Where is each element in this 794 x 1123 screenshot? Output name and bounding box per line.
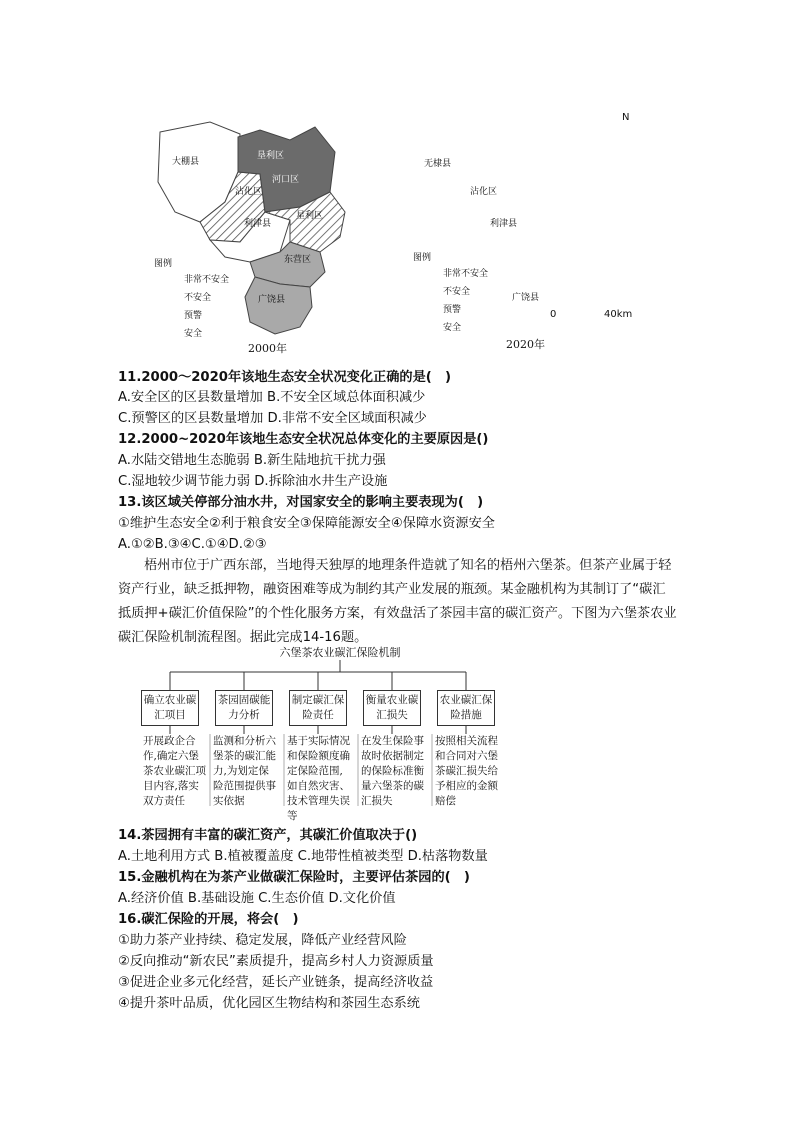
- map2020-label: 东营区: [538, 255, 566, 265]
- flowchart-box: 确立农业碳汇项目: [141, 690, 199, 726]
- map2020-label: 广饶县: [512, 293, 540, 303]
- flowchart-desc: 监测和分析六堡茶的碳汇能力,为划定保险范围提供事实依据: [213, 735, 276, 807]
- q12-options-ab: A.水陆交错地生态脆弱 B.新生陆地抗干扰力强: [118, 453, 386, 468]
- map2020-label: 河口区: [510, 171, 538, 181]
- map2000-label: 星利区: [296, 211, 324, 221]
- map2000-label: 垦利区: [257, 151, 285, 161]
- flowchart-box: 茶园固碳能力分析: [215, 690, 273, 726]
- passage: [118, 554, 678, 650]
- flowchart-desc: 基于实际情况和保险额度确定保险范围,如自然灾害、技术管理失误等: [287, 735, 350, 822]
- flowchart-box: 衡量农业碳汇损失: [363, 690, 421, 726]
- year-label-2020: 2020年: [506, 338, 545, 351]
- map2020-label: 利津县: [490, 219, 518, 229]
- map2000-label: 东营区: [284, 255, 312, 265]
- map2020-label: 沾化区: [470, 187, 498, 197]
- q11-stem: 11.2000～2020年该地生态安全状况变化正确的是( ): [118, 370, 452, 385]
- flowchart-box: 农业碳汇保险措施: [437, 690, 495, 726]
- q13-options: A.①②B.③④C.①④D.②③: [118, 537, 267, 552]
- map2000-label: 利津县: [244, 219, 272, 229]
- q16-statement: ③促进企业多元化经营，延长产业链条，提高经济收益: [118, 975, 434, 990]
- legend-item: 不安全: [443, 287, 471, 297]
- q11-options-ab: A.安全区的区县数量增加 B.不安全区域总体面积减少: [118, 390, 426, 405]
- map2000-label: 河口区: [272, 175, 300, 185]
- passage-text: 梧州市位于广西东部，当地得天独厚的地理条件造就了知名的梧州六堡茶。但茶产业属于轻资产行业，缺乏抵押物，融资困难等成为制约其产业发展的瓶颈。某金融机构为其制订了“碳汇抵质押+碳汇价值保险”的个性化服务方案，有效盘活了茶园丰富的碳汇资产。下图为六堡茶农业碳汇保险机制流程图。据此完成14-16题。: [118, 558, 677, 645]
- q16-statement: ②反向推动“新农民”素质提升，提高乡村人力资源质量: [118, 954, 434, 969]
- q15-options: A.经济价值 B.基础设施 C.生态价值 D.文化价值: [118, 891, 396, 906]
- legend-item: 非常不安全: [184, 275, 230, 285]
- flowchart-desc: 按照相关流程和合同对六堡茶碳汇损失给予相应的金额赔偿: [435, 735, 498, 807]
- q14-stem: 14.茶园拥有丰富的碳汇资产，其碳汇价值取决于(): [118, 828, 418, 843]
- map2000-label: 沾化区: [235, 187, 263, 197]
- flowchart-desc: 在发生保险事故时依据制定的保险标准衡量六堡茶的碳汇损失: [361, 735, 424, 807]
- ecology-maps-figure: [140, 112, 660, 352]
- map2020-label: 无棣县: [424, 159, 452, 169]
- map2000-label: 大棚县: [172, 157, 200, 167]
- q16-statement: ④提升茶叶品质，优化园区生物结构和茶园生态系统: [118, 996, 420, 1011]
- flowchart-title: 六堡茶农业碳汇保险机制: [279, 646, 401, 659]
- q15-stem: 15.金融机构在为茶产业做碳汇保险时，主要评估茶园的( ): [118, 870, 470, 885]
- map2020-label: 垦利区: [553, 211, 581, 221]
- legend-title: 图例: [154, 259, 173, 269]
- scale-start: 0: [550, 309, 557, 320]
- year-label-2000: 2000年: [248, 342, 287, 355]
- north-label: N: [622, 112, 630, 123]
- q16-stem: 16.碳汇保险的开展，将会( ): [118, 912, 299, 927]
- legend-item: 非常不安全: [443, 269, 489, 279]
- scale-end: 40km: [604, 309, 633, 320]
- q12-stem: 12.2000~2020年该地生态安全状况总体变化的主要原因是(): [118, 432, 489, 447]
- legend-item: 安全: [184, 329, 203, 339]
- q14-options: A.土地利用方式 B.植被覆盖度 C.地带性植被类型 D.枯落物数量: [118, 849, 488, 864]
- legend-item: 预警: [443, 305, 462, 315]
- flowchart-connectors: [140, 656, 510, 692]
- legend-item: 预警: [184, 311, 203, 321]
- map2000-label: 广饶县: [258, 295, 286, 305]
- legend-item: 安全: [443, 323, 462, 333]
- q13-statements: ①维护生态安全②利于粮食安全③保障能源安全④保障水资源安全: [118, 516, 495, 531]
- q12-options-cd: C.湿地较少调节能力弱 D.拆除油水井生产设施: [118, 474, 388, 489]
- q16-statement: ①助力茶产业持续、稳定发展，降低产业经营风险: [118, 933, 407, 948]
- legend-item: 不安全: [184, 293, 212, 303]
- flowchart-box: 制定碳汇保险责任: [289, 690, 347, 726]
- q13-stem: 13.该区域关停部分油水井，对国家安全的影响主要表现为( ): [118, 495, 484, 510]
- flowchart-desc: 开展政企合作,确定六堡茶农业碳汇项目内容,落实双方责任: [143, 735, 206, 807]
- legend-title: 图例: [413, 253, 432, 263]
- q11-options-cd: C.预警区的区县数量增加 D.非常不安全区域面积减少: [118, 411, 427, 426]
